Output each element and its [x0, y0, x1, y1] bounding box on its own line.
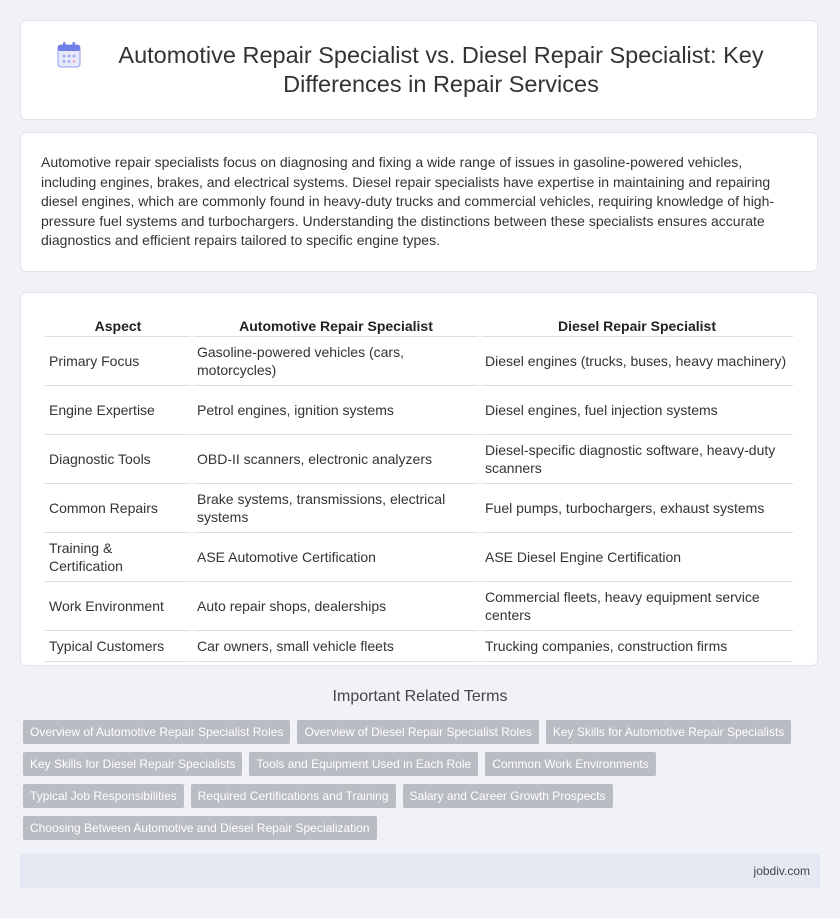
- related-terms-title: Important Related Terms: [332, 688, 508, 705]
- table-cell-aspect: Engine Expertise: [45, 386, 191, 435]
- column-header-automotive: Automotive Repair Specialist: [193, 313, 479, 337]
- related-term-tag[interactable]: Tools and Equipment Used in Each Role: [249, 752, 478, 776]
- table-cell-diesel: Fuel pumps, turbochargers, exhaust systems: [481, 484, 793, 533]
- table-cell-aspect: Training & Certification: [45, 533, 191, 582]
- page-title: Automotive Repair Specialist vs. Diesel Repair Specialist: Key Differences in Repair Services: [118, 42, 764, 97]
- comparison-table-card: [20, 292, 818, 666]
- table-cell-diesel: Commercial fleets, heavy equipment service centers: [481, 582, 793, 631]
- table-cell-aspect: Common Repairs: [45, 484, 191, 533]
- related-terms-list: [23, 720, 813, 848]
- table-row: [45, 484, 793, 533]
- table-cell-diesel: Diesel engines, fuel injection systems: [481, 386, 793, 435]
- calendar-icon: [57, 42, 81, 68]
- related-term-tag[interactable]: Salary and Career Growth Prospects: [403, 784, 613, 808]
- table-cell-automotive: Gasoline-powered vehicles (cars, motorcycles): [193, 337, 479, 386]
- column-header-aspect: Aspect: [45, 313, 191, 337]
- table-cell-aspect: Work Environment: [45, 582, 191, 631]
- table-cell-automotive: Brake systems, transmissions, electrical systems: [193, 484, 479, 533]
- table-row: [45, 533, 793, 582]
- intro-card: [20, 132, 818, 272]
- related-term-tag[interactable]: Key Skills for Automotive Repair Specialists: [546, 720, 791, 744]
- related-term-tag[interactable]: Key Skills for Diesel Repair Specialists: [23, 752, 242, 776]
- table-row: [45, 582, 793, 631]
- table-row: [45, 435, 793, 484]
- related-term-tag[interactable]: Common Work Environments: [485, 752, 656, 776]
- table-cell-automotive: OBD-II scanners, electronic analyzers: [193, 435, 479, 484]
- table-cell-aspect: Diagnostic Tools: [45, 435, 191, 484]
- table-row: [45, 386, 793, 435]
- table-cell-automotive: Car owners, small vehicle fleets: [193, 631, 479, 662]
- table-cell-diesel: Diesel-specific diagnostic software, heavy-duty scanners: [481, 435, 793, 484]
- table-cell-automotive: ASE Automotive Certification: [193, 533, 479, 582]
- table-cell-automotive: Auto repair shops, dealerships: [193, 582, 479, 631]
- related-term-tag[interactable]: Required Certifications and Training: [191, 784, 396, 808]
- related-term-tag[interactable]: Choosing Between Automotive and Diesel Repair Specialization: [23, 816, 377, 840]
- comparison-table: [43, 313, 795, 662]
- footer-site-link[interactable]: jobdiv.com: [753, 864, 810, 878]
- table-cell-aspect: Primary Focus: [45, 337, 191, 386]
- table-cell-aspect: Typical Customers: [45, 631, 191, 662]
- table-cell-diesel: Diesel engines (trucks, buses, heavy machinery): [481, 337, 793, 386]
- intro-text: Automotive repair specialists focus on diagnosing and fixing a wide range of issues in gasoline-powered vehicles, including engines, brakes, and electrical systems. Diesel repair specialists have expertise in maintaining and repairing diesel engines, which are commonly found in heavy-duty trucks and commercial vehicles, requiring knowledge of high-pressure fuel systems and turbochargers. Understanding the distinctions between these specialists ensures accurate diagnostics and efficient repairs tailored to specific engine types.: [41, 154, 775, 248]
- table-row: [45, 337, 793, 386]
- table-cell-automotive: Petrol engines, ignition systems: [193, 386, 479, 435]
- table-header-row: [45, 313, 793, 337]
- header-card: [20, 20, 818, 120]
- related-term-tag[interactable]: Typical Job Responsibilities: [23, 784, 184, 808]
- table-cell-diesel: ASE Diesel Engine Certification: [481, 533, 793, 582]
- footer: [20, 854, 820, 888]
- related-term-tag[interactable]: Overview of Automotive Repair Specialist Roles: [23, 720, 290, 744]
- column-header-diesel: Diesel Repair Specialist: [481, 313, 793, 337]
- table-row: [45, 631, 793, 662]
- related-term-tag[interactable]: Overview of Diesel Repair Specialist Roles: [297, 720, 538, 744]
- table-cell-diesel: Trucking companies, construction firms: [481, 631, 793, 662]
